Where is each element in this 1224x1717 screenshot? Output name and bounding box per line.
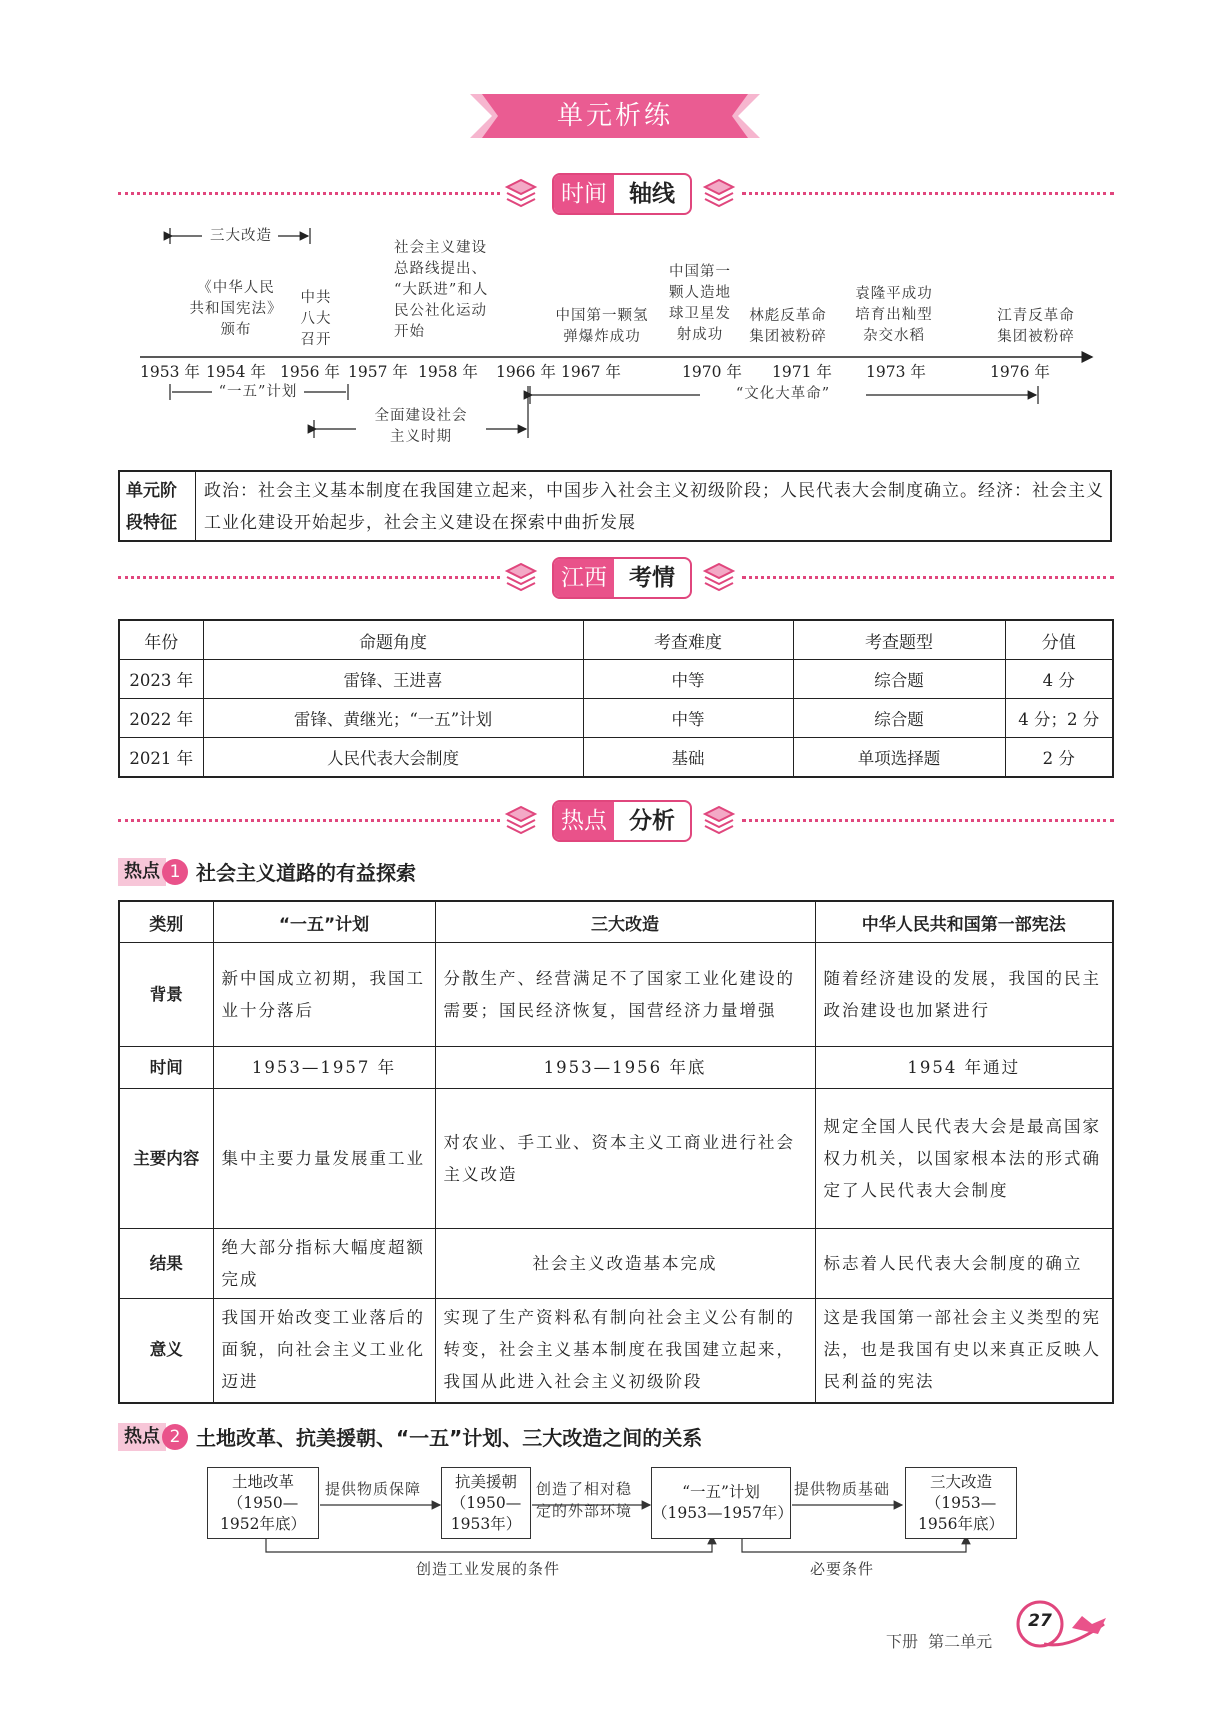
timeline-year: 1958 年 xyxy=(418,363,478,381)
table-header: 三大改造 xyxy=(435,901,815,943)
table-cell: 这是我国第一部社会主义类型的宪法，也是我国有史以来真正反映人民利益的宪法 xyxy=(815,1299,1113,1403)
timeline-year: 1970 年 xyxy=(682,363,742,381)
table-cell: 我国开始改变工业落后的面貌，向社会主义工业化迈进 xyxy=(213,1299,435,1403)
table-header: 命题角度 xyxy=(203,620,583,660)
table-header: 类别 xyxy=(119,901,213,943)
span-cultural-revolution: “文化大革命” xyxy=(735,386,831,402)
hot-tag-number: 2 xyxy=(162,1424,188,1450)
hot-tag-number: 1 xyxy=(162,859,188,885)
table-row xyxy=(119,738,1113,778)
table-cell: 社会主义改造基本完成 xyxy=(435,1229,815,1299)
stage-text: 政治：社会主义基本制度在我国建立起来，中国步入社会主义初级阶段；人民代表大会制度确立。经济：社会主义工业化建设开始起步，社会主义建设在探索中曲折发展 xyxy=(204,481,1104,533)
table-cell: 2023 年 xyxy=(119,660,203,699)
flow-label: 必要条件 xyxy=(810,1560,875,1578)
banner-title: 单元析练 xyxy=(556,101,673,131)
flow-box-three-reforms: 三大改造 （1953— 1956年底） xyxy=(905,1467,1017,1539)
hot2-heading xyxy=(118,1422,702,1451)
table-header-row xyxy=(119,901,1113,943)
timeline-year: 1971 年 xyxy=(772,363,832,381)
flow-label: 创造工业发展的条件 xyxy=(416,1560,561,1578)
row-label: 背景 xyxy=(119,943,213,1047)
event-constitution: 《中华人民 共和国宪法》 颁布 xyxy=(189,280,283,338)
flow-box-five-year-plan: “一五”计划 （1953—1957年） xyxy=(651,1467,791,1539)
event-hydrogen-bomb: 中国第一颗氢 弹爆炸成功 xyxy=(555,308,649,345)
hot1-title: 社会主义道路的有益探索 xyxy=(196,861,416,885)
timeline-year: 1956 年 xyxy=(280,363,340,381)
hot-tag xyxy=(118,1423,188,1451)
section-pill xyxy=(552,557,692,599)
pill-part-a: 时间 xyxy=(554,175,614,213)
table-header: 年份 xyxy=(119,620,203,660)
table-cell: 规定全国人民代表大会是最高国家权力机关，以国家根本法的形式确定了人民代表大会制度 xyxy=(815,1089,1113,1229)
event-yuan-longping: 袁隆平成功 培育出籼型 杂交水稻 xyxy=(855,286,933,344)
flow-label: 提供物质基础 xyxy=(794,1480,891,1498)
exam-table xyxy=(118,619,1114,778)
table-cell: 单项选择题 xyxy=(793,738,1005,778)
row-label: 结果 xyxy=(119,1229,213,1299)
table-cell: 绝大部分指标大幅度超额完成 xyxy=(213,1229,435,1299)
table-cell: 1953—1957 年 xyxy=(213,1047,435,1089)
table-cell: 雷锋、王进喜 xyxy=(203,660,583,699)
timeline-year: 1953 年 xyxy=(140,363,200,381)
stage-features-box xyxy=(118,470,1112,542)
table-cell: 2 分 xyxy=(1005,738,1113,778)
table-row xyxy=(119,943,1113,1047)
flow-label: 提供物质保障 xyxy=(325,1480,422,1498)
hot1-table xyxy=(118,900,1114,1404)
event-general-line: 社会主义建设 总路线提出、 “大跃进”和人 民公社化运动 开始 xyxy=(394,240,489,340)
section-pill xyxy=(552,800,692,842)
table-cell: 中等 xyxy=(583,660,793,699)
stack-icon xyxy=(702,561,736,593)
table-cell: 标志着人民代表大会制度的确立 xyxy=(815,1229,1113,1299)
timeline-year: 1976 年 xyxy=(990,363,1050,381)
flow-box-korean-war: 抗美援朝 （1950— 1953年） xyxy=(441,1467,531,1539)
table-cell: 4 分 xyxy=(1005,660,1113,699)
table-cell: 对农业、手工业、资本主义工商业进行社会主义改造 xyxy=(435,1089,815,1229)
table-row xyxy=(119,660,1113,699)
event-eighth-congress: 中共 八大 召开 xyxy=(300,290,332,348)
table-cell: 1953—1956 年底 xyxy=(435,1047,815,1089)
table-cell: 2021 年 xyxy=(119,738,203,778)
table-cell: 人民代表大会制度 xyxy=(203,738,583,778)
stack-icon xyxy=(504,804,538,836)
span-five-year-plan: “一五”计划 xyxy=(218,384,298,400)
table-cell: 2022 年 xyxy=(119,699,203,738)
timeline-lines xyxy=(0,0,1224,460)
table-cell: 中等 xyxy=(583,699,793,738)
hot1-heading xyxy=(118,857,416,886)
dotted-divider xyxy=(742,819,1114,822)
span-full-construction: 全面建设社会 主义时期 xyxy=(374,408,468,445)
table-cell: 随着经济建设的发展，我国的民主政治建设也加紧进行 xyxy=(815,943,1113,1047)
table-header: 考查难度 xyxy=(583,620,793,660)
flow-box-land-reform: 土地改革 （1950— 1952年底） xyxy=(207,1467,319,1539)
table-row xyxy=(119,1089,1113,1229)
dotted-divider xyxy=(118,819,500,822)
table-cell: 实现了生产资料私有制向社会主义公有制的转变，社会主义基本制度在我国建立起来，我国从此进入社会主义初级阶段 xyxy=(435,1299,815,1403)
table-cell: 4 分；2 分 xyxy=(1005,699,1113,738)
timeline-year: 1954 年 xyxy=(206,363,266,381)
table-header: 分值 xyxy=(1005,620,1113,660)
table-cell: 综合题 xyxy=(793,660,1005,699)
stack-icon xyxy=(702,804,736,836)
table-row xyxy=(119,1299,1113,1403)
table-cell: 分散生产、经营满足不了国家工业化建设的需要；国民经济恢复，国营经济力量增强 xyxy=(435,943,815,1047)
table-cell: 新中国成立初期，我国工业十分落后 xyxy=(213,943,435,1047)
table-header: 中华人民共和国第一部宪法 xyxy=(815,901,1113,943)
stack-icon xyxy=(504,561,538,593)
stage-label: 单元阶段特征 xyxy=(120,472,196,540)
pill-part-b: 轴线 xyxy=(629,181,675,207)
table-row xyxy=(119,1047,1113,1089)
row-label: 意义 xyxy=(119,1299,213,1403)
table-cell: 综合题 xyxy=(793,699,1005,738)
event-jiang-qing: 江青反革命 集团被粉碎 xyxy=(997,308,1075,345)
hot-tag-label: 热点 xyxy=(118,1423,166,1451)
timeline-year: 1966 年 xyxy=(496,363,556,381)
table-cell: 集中主要力量发展重工业 xyxy=(213,1089,435,1229)
footer-text: 下册 第二单元 xyxy=(886,1632,993,1651)
table-cell: 雷锋、黄继光；“一五”计划 xyxy=(203,699,583,738)
pill-part-b: 分析 xyxy=(629,808,675,834)
section-header-exam xyxy=(118,557,1114,597)
event-lin-biao: 林彪反革命 集团被粉碎 xyxy=(749,308,827,345)
dotted-divider xyxy=(118,576,500,579)
hot-tag xyxy=(118,858,188,886)
span-three-reforms: 三大改造 xyxy=(210,228,272,244)
timeline-year: 1957 年 xyxy=(348,363,408,381)
timeline-year: 1973 年 xyxy=(866,363,926,381)
page-number: 27 xyxy=(1028,1611,1052,1631)
table-header: 考查题型 xyxy=(793,620,1005,660)
flow-label: 创造了相对稳 定的外部环境 xyxy=(536,1480,633,1520)
table-header: “一五”计划 xyxy=(213,901,435,943)
timeline-year: 1967 年 xyxy=(561,363,621,381)
section-header-hot xyxy=(118,800,1114,840)
pill-part-a: 江西 xyxy=(554,559,614,597)
table-cell: 1954 年通过 xyxy=(815,1047,1113,1089)
pill-part-b: 考情 xyxy=(629,565,675,591)
pill-part-a: 热点 xyxy=(554,802,614,840)
table-header-row xyxy=(119,620,1113,660)
row-label: 主要内容 xyxy=(119,1089,213,1229)
table-row xyxy=(119,699,1113,738)
table-row xyxy=(119,1229,1113,1299)
hot-tag-label: 热点 xyxy=(118,858,166,886)
event-satellite: 中国第一 颗人造地 球卫星发 射成功 xyxy=(669,264,731,343)
table-cell: 基础 xyxy=(583,738,793,778)
hot2-title: 土地改革、抗美援朝、“一五”计划、三大改造之间的关系 xyxy=(196,1426,703,1450)
row-label: 时间 xyxy=(119,1047,213,1089)
dotted-divider xyxy=(742,576,1114,579)
